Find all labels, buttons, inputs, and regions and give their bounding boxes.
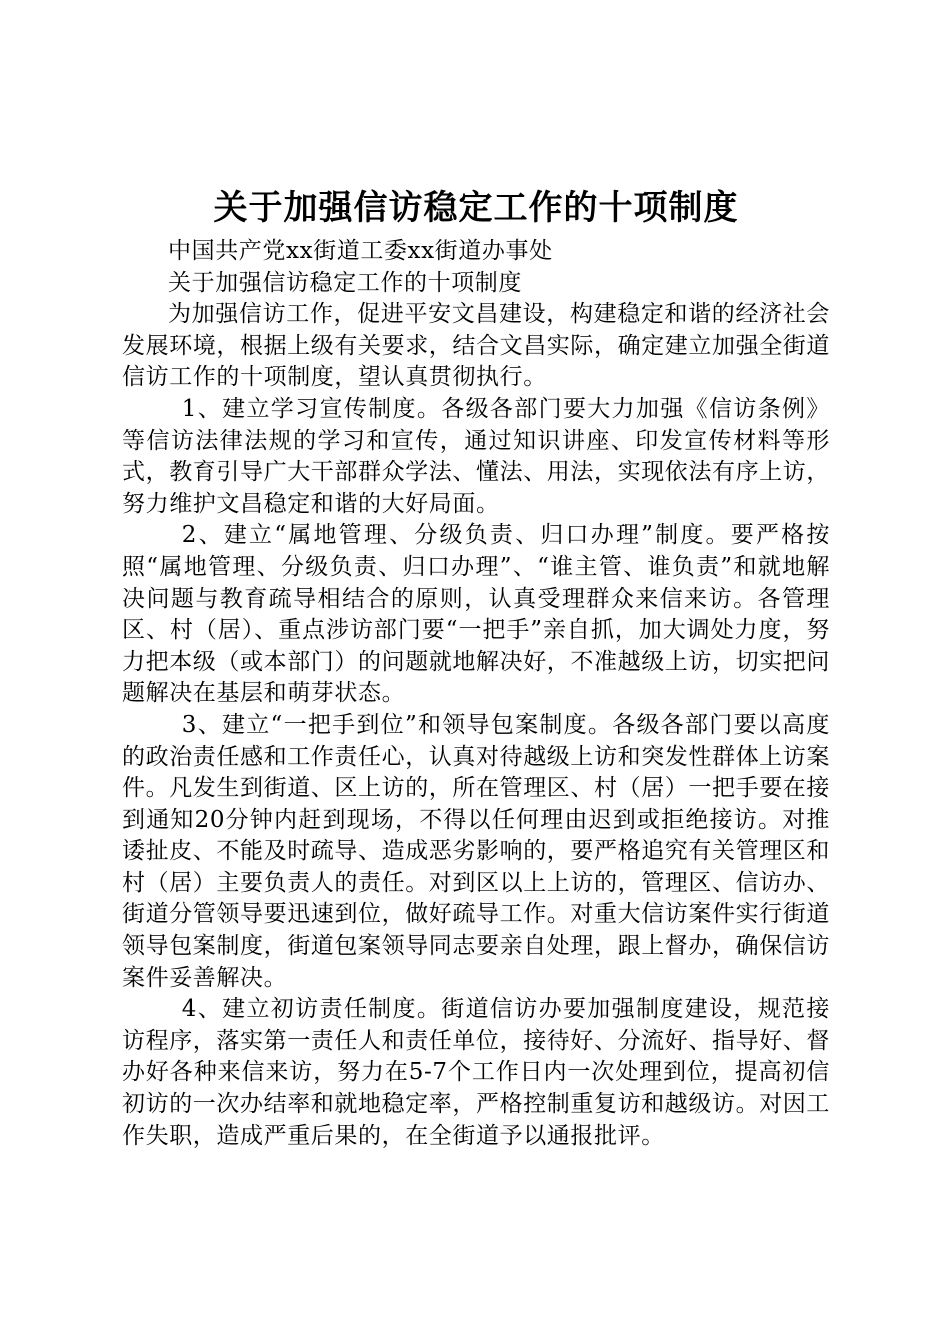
article-1-paragraph: 1、建立学习宣传制度。各级各部门要大力加强《信访条例》等信访法律法规的学习和宣传，通过知识讲座、印发宣传材料等形式，教育引导广大干部群众学法、懂法、用法，实现依法有序上访，努力维护文昌稳定和谐的大好局面。 [122,395,830,517]
article-3-paragraph: 3、建立“一把手到位”和领导包案制度。各级各部门要以高度的政治责任感和工作责任心，认真对待越级上访和突发性群体上访案件。凡发生到街道、区上访的，所在管理区、村（居）一把手要在接到通知20分钟内赶到现场，不得以任何理由迟到或拒绝接访。对推诿扯皮、不能及时疏导、造成恶劣影响的，要严格追究有关管理区和村（居）主要负责人的责任。对到区以上上访的，管理区、信访办、街道分管领导要迅速到位，做好疏导工作。对重大信访案件实行街道领导包案制度，街道包案领导同志要亲自处理，跟上督办，确保信访案件妥善解决。 [122,711,830,991]
document-title: 关于加强信访稳定工作的十项制度 [213,188,739,228]
intro-paragraph: 为加强信访工作，促进平安文昌建设，构建稳定和谐的经济社会发展环境，根据上级有关要求，结合文昌实际，确定建立加强全街道信访工作的十项制度，望认真贯彻执行。 [122,301,830,391]
document-page [122,186,830,1152]
article-4-paragraph: 4、建立初访责任制度。街道信访办要加强制度建设，规范接访程序，落实第一责任人和责任单位，接待好、分流好、指导好、督办好各种来信来访，努力在5-7个工作日内一次处理到位，提高初信初访的一次办结率和就地稳定率，严格控制重复访和越级访。对因工作失职，造成严重后果的，在全街道予以通报批评。 [122,996,830,1149]
issuer-line: 中国共产党xx街道工委xx街道办事处 [168,238,553,264]
subtitle-line: 关于加强信访稳定工作的十项制度 [168,269,522,296]
article-2-paragraph: 2、建立“属地管理、分级负责、归口办理”制度。要严格按照“属地管理、分级负责、归口办理”、“谁主管、谁负责”和就地解决问题与教育疏导相结合的原则，认真受理群众来信来访。各管理区、村（居）、重点涉访部门要“一把手”亲自抓，加大调处力度，努力把本级（或本部门）的问题就地解决好，不准越级上访，切实把问题解决在基层和萌芽状态。 [122,522,830,707]
